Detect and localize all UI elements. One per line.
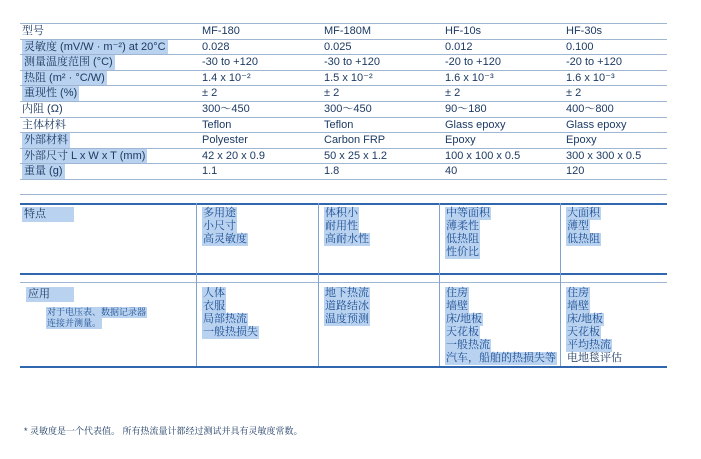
feature-item: 大面积 <box>567 207 600 219</box>
application-item: 地下热流 <box>325 287 369 299</box>
spec-value: 1.1 <box>202 165 218 178</box>
spec-value: 90～180 <box>445 103 487 115</box>
row-rule <box>20 194 667 195</box>
column-divider <box>560 203 561 366</box>
spec-value: 300～450 <box>202 103 250 115</box>
feature-item: 多用途 <box>203 207 236 219</box>
application-item: 人体 <box>203 287 225 299</box>
spec-value: 1.4 x 10⁻² <box>202 71 251 84</box>
application-item: 天花板 <box>567 326 600 338</box>
feature-item: 耐用性 <box>325 220 358 232</box>
spec-value: 0.100 <box>566 40 594 53</box>
spec-value: Polyester <box>202 134 248 147</box>
application-item: 电地毯评估 <box>567 352 622 364</box>
application-item: 床/地板 <box>446 313 483 325</box>
spec-value: -30 to +120 <box>202 56 258 69</box>
spec-value: Teflon <box>324 118 354 131</box>
feature-item: 高耐水性 <box>325 233 369 245</box>
spec-label: 重量 (g) <box>24 165 63 178</box>
spec-value: 0.025 <box>324 40 352 53</box>
spec-value: 1.8 <box>324 165 340 178</box>
column-divider <box>318 203 319 366</box>
spec-value: Teflon <box>202 118 232 131</box>
spec-value: 100 x 100 x 0.5 <box>445 149 521 162</box>
column-divider <box>196 203 197 366</box>
spec-value: 400～800 <box>566 103 614 115</box>
application-item: 墙壁 <box>567 300 589 312</box>
feature-item: 体积小 <box>325 207 358 219</box>
feature-item: 中等面积 <box>446 207 490 219</box>
spec-label: 灵敏度 (mV/W · m⁻²) at 20°C <box>24 40 166 53</box>
note-line: 连接并测量。 <box>47 318 102 328</box>
spec-label: 主体材料 <box>22 118 66 131</box>
application-item: 衣服 <box>203 300 225 312</box>
spec-value: ± 2 <box>566 87 582 100</box>
application-item: 天花板 <box>446 326 479 338</box>
feature-item: 薄柔性 <box>446 220 479 232</box>
application-item: 住房 <box>567 287 589 299</box>
note-line: 对于电压表、数据记录器 <box>47 307 147 317</box>
spec-value: 50 x 25 x 1.2 <box>324 149 387 162</box>
spec-value: 120 <box>566 165 585 178</box>
model-header: HF-30s <box>566 25 603 37</box>
features-label: 特点 <box>22 207 74 222</box>
feature-list <box>445 207 491 259</box>
feature-list <box>566 207 601 246</box>
footnote: * 灵敏度是一个代表值。 所有热流量计都经过测试并具有灵敏度常数。 <box>24 426 303 436</box>
spec-value: ± 2 <box>202 87 218 100</box>
application-item: 平均热流 <box>567 339 611 351</box>
column-divider <box>439 203 440 366</box>
applications-bottom-rule <box>20 366 667 368</box>
application-item: 局部热流 <box>203 313 247 325</box>
model-header: MF-180 <box>202 25 240 37</box>
spec-value: Epoxy <box>566 134 597 147</box>
application-item: 床/地板 <box>567 313 604 325</box>
spec-label: 测量温度范围 (°C) <box>24 56 113 69</box>
application-list <box>202 287 259 339</box>
spec-value: Glass epoxy <box>445 118 506 131</box>
application-item: 住房 <box>446 287 468 299</box>
spec-value: 300～450 <box>324 103 372 115</box>
spec-value: 1.6 x 10⁻³ <box>566 71 615 84</box>
spec-value: ± 2 <box>445 87 461 100</box>
spec-value: Glass epoxy <box>566 118 627 131</box>
spec-value: 42 x 20 x 0.9 <box>202 149 265 162</box>
spec-label: 热阻 (m² · °C/W) <box>24 71 105 84</box>
spec-value: -20 to +120 <box>445 56 501 69</box>
application-item: 温度预测 <box>325 313 369 325</box>
application-list <box>566 287 623 365</box>
feature-item: 低热阻 <box>446 233 479 245</box>
application-list <box>445 287 557 365</box>
features-bottom-rule <box>20 273 667 275</box>
feature-item: 小尺寸 <box>203 220 236 232</box>
header-label: 型号 <box>22 25 44 37</box>
spec-value: 40 <box>445 165 458 178</box>
spec-value: 300 x 300 x 0.5 <box>566 149 642 162</box>
spec-value: -30 to +120 <box>324 56 380 69</box>
applications-label: 应用 <box>26 287 74 302</box>
feature-list <box>324 207 370 246</box>
spec-value: 0.028 <box>202 40 230 53</box>
model-header: MF-180M <box>324 25 372 37</box>
features-top-rule <box>20 203 667 205</box>
spec-label: 内阻 (Ω) <box>22 103 63 115</box>
row-rule <box>20 179 667 180</box>
spec-label: 外部材料 <box>24 134 68 147</box>
feature-item: 低热阻 <box>567 233 600 245</box>
spec-value: Carbon FRP <box>324 134 386 147</box>
spec-value: 1.6 x 10⁻³ <box>445 71 494 84</box>
application-item: 墙壁 <box>446 300 468 312</box>
spec-value: -20 to +120 <box>566 56 622 69</box>
model-header: HF-10s <box>445 25 482 37</box>
feature-list <box>202 207 248 246</box>
applications-note <box>46 307 147 329</box>
spec-value: ± 2 <box>324 87 340 100</box>
application-list <box>324 287 370 326</box>
feature-item: 薄型 <box>567 220 589 232</box>
spec-value: 0.012 <box>445 40 473 53</box>
application-item: 汽车，船舶的热损失等 <box>446 352 556 364</box>
application-item: 一般热损失 <box>203 326 258 338</box>
feature-item: 性价比 <box>446 246 479 258</box>
spec-value: 1.5 x 10⁻² <box>324 71 373 84</box>
spec-label: 外部尺寸 L x W x T (mm) <box>24 149 146 162</box>
application-item: 一般热流 <box>446 339 490 351</box>
spec-value: Epoxy <box>445 134 476 147</box>
application-item: 道路结冰 <box>325 300 369 312</box>
applications-top-rule <box>20 282 667 283</box>
spec-label: 重现性 (%) <box>24 87 78 100</box>
feature-item: 高灵敏度 <box>203 233 247 245</box>
